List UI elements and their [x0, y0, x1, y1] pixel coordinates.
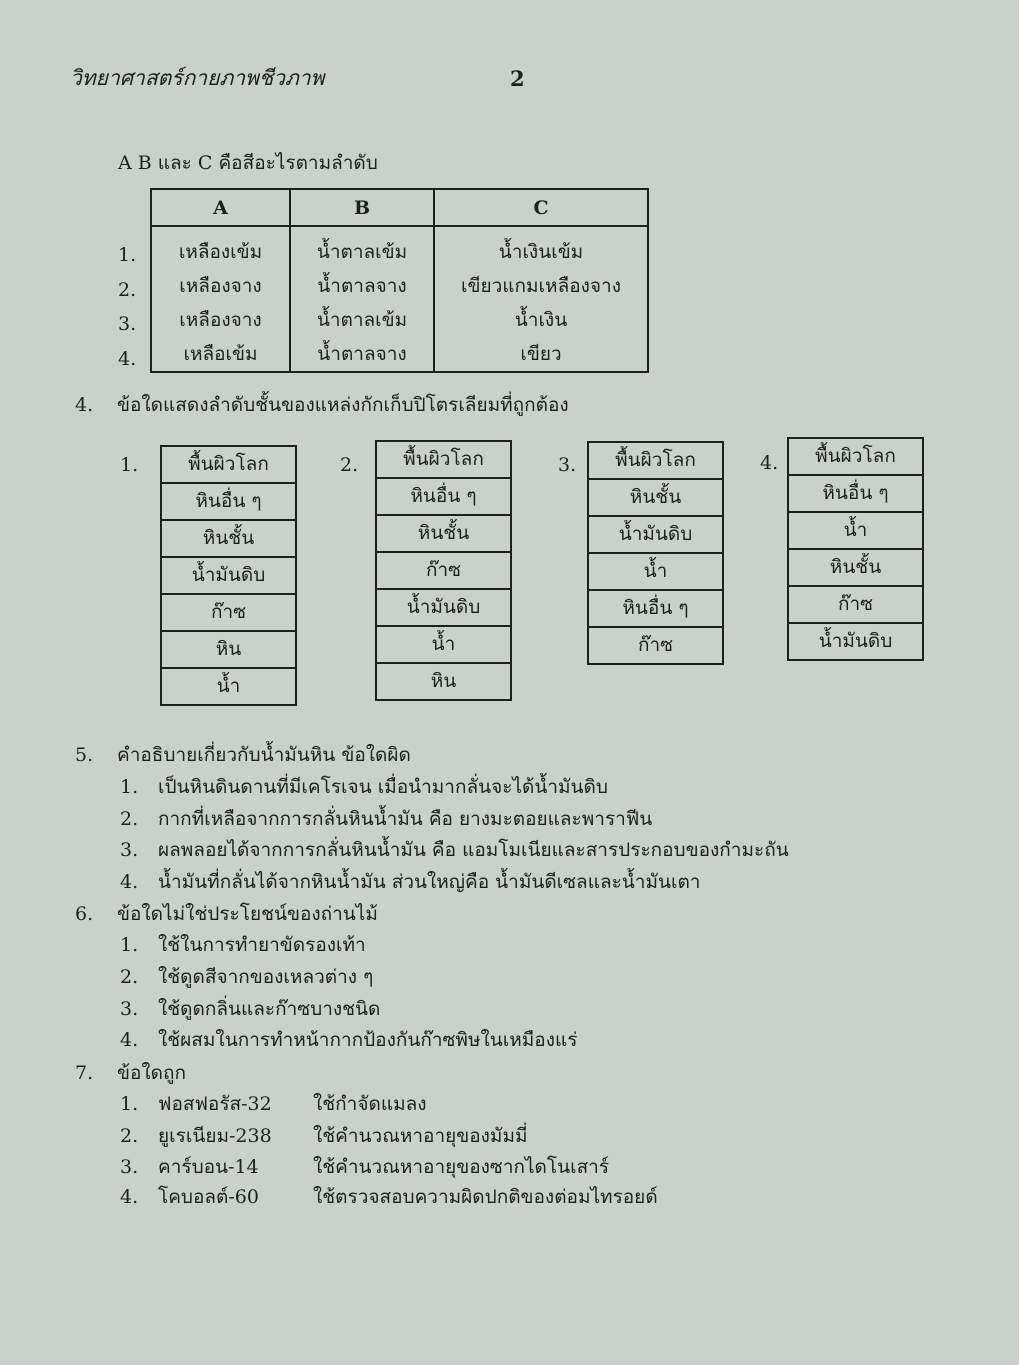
choice-text: ใช้ในการทำยาขัดรองเท้า: [158, 934, 366, 956]
isotope-name: ยูเรเนียม-238: [158, 1125, 272, 1147]
layer: พื้นผิวโลก: [377, 442, 510, 479]
choice-number: 3.: [120, 1156, 139, 1178]
layer: น้ำมันดิบ: [162, 558, 295, 595]
layer: หินชั้น: [162, 521, 295, 558]
q3-row-number: 2.: [118, 278, 137, 301]
q3-row-number: 4.: [118, 347, 137, 370]
cell: น้ำตาลจาง: [290, 269, 434, 303]
isotope-name: คาร์บอน-14: [158, 1156, 259, 1178]
layer: น้ำ: [216, 675, 241, 697]
choice-number: 3.: [120, 839, 139, 861]
choice-number: 3.: [120, 998, 139, 1020]
q3-color-table: [150, 188, 649, 373]
table-row: [151, 337, 648, 372]
isotope-use: ใช้คำนวณหาอายุของมัมมี่: [313, 1125, 528, 1147]
cell: เขียว: [434, 337, 648, 372]
layer: หินอื่น ๆ: [162, 484, 295, 521]
q5-number: 5.: [75, 744, 94, 766]
q4-option-2-stack: [375, 440, 512, 701]
layer: หิน: [162, 632, 295, 669]
isotope-name: ฟอสฟอรัส-32: [158, 1093, 272, 1115]
layer: หินอื่น ๆ: [589, 591, 722, 628]
q7-number: 7.: [75, 1062, 94, 1084]
choice-number: 4.: [120, 871, 139, 893]
q4-option-number: 3.: [558, 454, 577, 476]
cell: เขียวแกมเหลืองจาง: [434, 269, 648, 303]
cell: เหลืองจาง: [151, 269, 290, 303]
layer: น้ำ: [789, 513, 922, 550]
layer: หินอื่น ๆ: [377, 479, 510, 516]
layer: หินชั้น: [589, 480, 722, 517]
choice-text: ใช้ดูดสีจากของเหลวต่าง ๆ: [158, 966, 374, 988]
q7-prompt: ข้อใดถูก: [117, 1062, 187, 1084]
q6-prompt: ข้อใดไม่ใช่ประโยชน์ของถ่านไม้: [117, 903, 378, 925]
isotope-use: ใช้คำนวณหาอายุของซากไดโนเสาร์: [313, 1156, 610, 1178]
layer: น้ำ: [377, 627, 510, 664]
table-row: [151, 269, 648, 303]
choice-number: 1.: [120, 1093, 139, 1115]
q4-option-number: 2.: [340, 454, 359, 476]
table-row: [151, 303, 648, 337]
choice-number: 4.: [120, 1029, 139, 1051]
layer: หินอื่น ๆ: [789, 476, 922, 513]
page-number: 2: [510, 66, 525, 91]
q4-option-number: 4.: [760, 452, 779, 474]
layer: พื้นผิวโลก: [589, 443, 722, 480]
choice-number: 1.: [120, 934, 139, 956]
isotope-use: ใช้ตรวจสอบความผิดปกติของต่อมไทรอยด์: [313, 1186, 658, 1208]
choice-text: ผลพลอยได้จากการกลั่นหินน้ำมัน คือ แอมโมเนียและสารประกอบของกำมะถัน: [158, 839, 789, 861]
layer: น้ำมันดิบ: [818, 630, 893, 652]
q4-number: 4.: [75, 394, 94, 416]
cell: น้ำตาลเข้ม: [290, 226, 434, 269]
column-header-a: A: [151, 189, 290, 226]
choice-number: 2.: [120, 966, 139, 988]
layer: ก๊าซ: [162, 595, 295, 632]
choice-text: ใช้ผสมในการทำหน้ากากป้องกันก๊าซพิษในเหมืองแร่: [158, 1029, 578, 1051]
isotope-name: โคบอลต์-60: [158, 1186, 259, 1208]
layer: หินชั้น: [377, 516, 510, 553]
layer: น้ำมันดิบ: [589, 517, 722, 554]
cell: น้ำเงิน: [434, 303, 648, 337]
q5-prompt: คำอธิบายเกี่ยวกับน้ำมันหิน ข้อใดผิด: [117, 744, 411, 766]
q4-option-number: 1.: [120, 454, 139, 476]
layer: หิน: [430, 670, 457, 692]
layer: ก๊าซ: [377, 553, 510, 590]
q3-prompt: A B และ C คือสีอะไรตามลำดับ: [118, 152, 378, 174]
layer: พื้นผิวโลก: [162, 447, 295, 484]
cell: เหลืองเข้ม: [151, 226, 290, 269]
isotope-use: ใช้กำจัดแมลง: [313, 1093, 427, 1115]
layer: น้ำมันดิบ: [377, 590, 510, 627]
cell: เหลืองจาง: [151, 303, 290, 337]
running-header-title: วิทยาศาสตร์กายภาพชีวภาพ: [70, 66, 325, 90]
q3-row-number: 3.: [118, 313, 137, 335]
cell: น้ำตาลจาง: [290, 337, 434, 372]
q3-row-numbers: [118, 238, 136, 376]
q4-option-4-stack: [787, 437, 924, 661]
q4-option-3-stack: [587, 441, 724, 665]
choice-number: 1.: [120, 776, 139, 798]
q4-option-1-stack: [160, 445, 297, 706]
choice-text: ใช้ดูดกลิ่นและก๊าซบางชนิด: [158, 998, 381, 1020]
layer: หินชั้น: [789, 550, 922, 587]
choice-text: เป็นหินดินดานที่มีเคโรเจน เมื่อนำมากลั่นจะได้น้ำมันดิบ: [158, 776, 608, 798]
column-header-b: B: [290, 189, 434, 226]
choice-number: 4.: [120, 1186, 139, 1208]
layer: พื้นผิวโลก: [789, 439, 922, 476]
q4-prompt: ข้อใดแสดงลำดับชั้นของแหล่งกักเก็บปิโตรเลียมที่ถูกต้อง: [117, 394, 569, 416]
choice-number: 2.: [120, 1125, 139, 1147]
q3-row-number: 1.: [118, 244, 137, 266]
choice-text: น้ำมันที่กลั่นได้จากหินน้ำมัน ส่วนใหญ่คือ น้ำมันดีเซลและน้ำมันเตา: [158, 871, 701, 893]
table-row: [151, 226, 648, 269]
choice-text: กากที่เหลือจากการกลั่นหินน้ำมัน คือ ยางมะตอยและพาราฟีน: [158, 808, 653, 830]
layer: ก๊าซ: [789, 587, 922, 624]
layer: น้ำ: [589, 554, 722, 591]
cell: น้ำเงินเข้ม: [434, 226, 648, 269]
column-header-c: C: [434, 189, 648, 226]
q6-number: 6.: [75, 903, 94, 925]
cell: เหลือเข้ม: [151, 337, 290, 372]
cell: น้ำตาลเข้ม: [290, 303, 434, 337]
choice-number: 2.: [120, 808, 139, 830]
layer: ก๊าซ: [637, 634, 674, 656]
